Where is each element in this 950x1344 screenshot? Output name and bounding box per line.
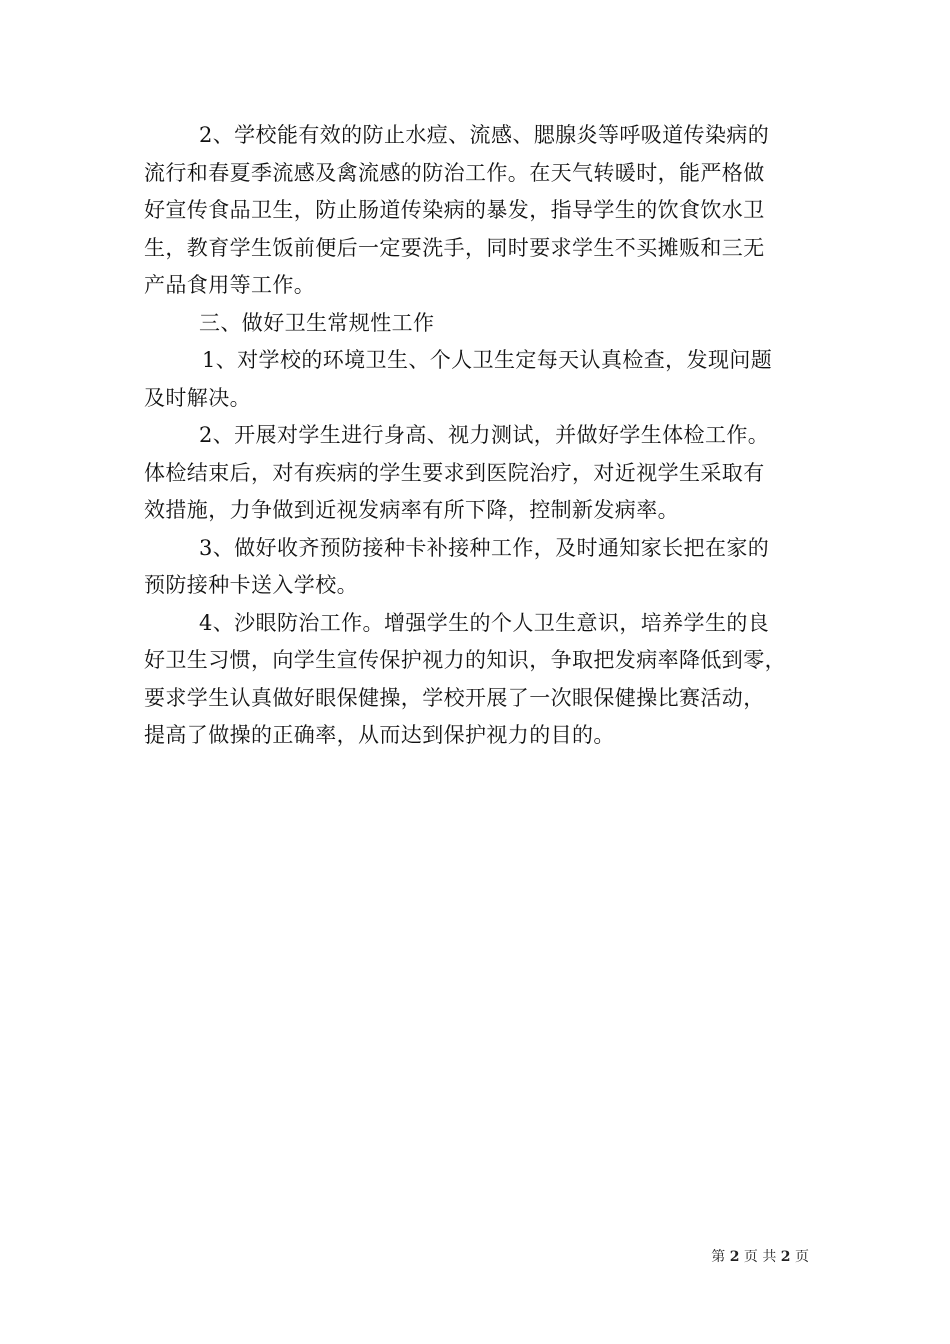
paragraph-line: 好宣传食品卫生，防止肠道传染病的暴发，指导学生的饮食饮水卫 [144,198,765,222]
footer-suffix: 页 [795,1249,809,1265]
paragraph-line: 产品食用等工作。 [144,273,316,297]
page-number-footer [711,1248,809,1266]
paragraph-line: 3、做好收齐预防接种卡补接种工作，及时通知家长把在家的 [199,535,770,560]
paragraph-line: 提高了做操的正确率，从而达到保护视力的目的。 [144,723,615,747]
paragraph-line: 预防接种卡送入学校。 [144,573,358,597]
footer-current-page: 2 [729,1249,740,1265]
paragraph-line: 2、开展对学生进行身高、视力测试，并做好学生体检工作。 [199,423,770,447]
footer-prefix: 第 [711,1249,726,1265]
paragraph-line: 及时解决。 [144,385,251,410]
paragraph-line: 体检结束后，对有疾病的学生要求到医院治疗，对近视学生采取有 [144,460,765,485]
footer-total-pages: 2 [780,1249,791,1265]
footer-middle: 页 共 [743,1249,777,1265]
paragraph-line: 流行和春夏季流感及禽流感的防治工作。在天气转暖时，能严格做 [144,160,765,185]
paragraph-line: 要求学生认真做好眼保健操，学校开展了一次眼保健操比赛活动， [144,685,765,710]
paragraph-line: 2、学校能有效的防止水痘、流感、腮腺炎等呼吸道传染病的 [199,123,770,147]
document-body [144,117,820,755]
paragraph-line: 效措施，力争做到近视发病率有所下降，控制新发病率。 [144,498,679,522]
paragraph-line: 生，教育学生饭前便后一定要洗手，同时要求学生不买摊贩和三无 [144,235,765,260]
paragraph-line: 4、沙眼防治工作。增强学生的个人卫生意识，培养学生的良 [199,610,770,635]
paragraph-line: 1、对学校的环境卫生、个人卫生定每天认真检查，发现问题 [202,348,773,372]
section-heading: 三、做好卫生常规性工作 [199,310,435,335]
paragraph-line: 好卫生习惯，向学生宣传保护视力的知识，争取把发病率降低到零， [144,648,786,672]
